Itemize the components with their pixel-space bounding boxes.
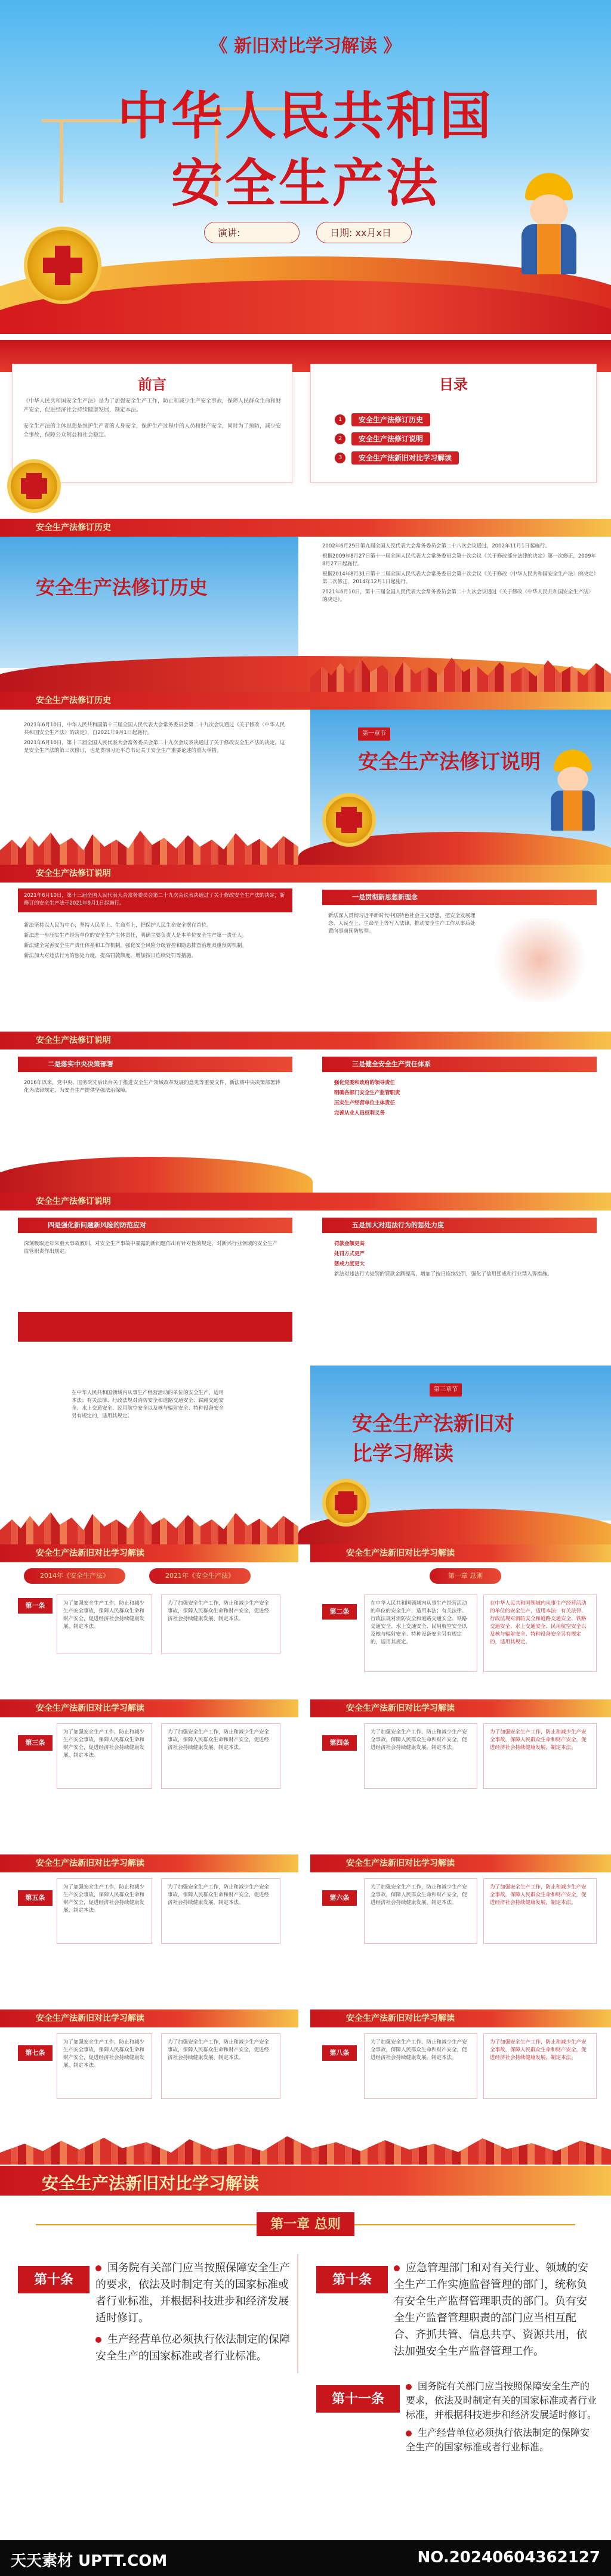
list-item: 罚款金额更高 xyxy=(334,1241,365,1247)
sec3-list xyxy=(334,1079,585,1120)
old-article-text: 为了加强安全生产工作，防止和减少生产安全事故，保障人民群众生命和财产安全，促进经济社会持续健康发展，制定本法。 xyxy=(364,1723,477,1789)
article-tag: 第三条 xyxy=(18,1735,53,1751)
toc-card xyxy=(310,364,597,483)
final-chapter-chip: 第一章 总则 xyxy=(257,2212,354,2236)
section-band: 安全生产法修订说明 xyxy=(0,1193,611,1210)
sec2-text: 2016年以来，党中央、国务院先后出台关于推进安全生产领域改革发展的意见等重要文件，新法将中央决策部署转化为法律规定，为安全生产提供坚强法治保障。 xyxy=(24,1080,280,1094)
revision-points-slide-3 xyxy=(0,1193,611,1366)
compare-title-line2: 比学习解读 xyxy=(352,1442,453,1466)
article-tag: 第五条 xyxy=(18,1890,53,1906)
sec5-text: 新法对违法行为处罚的罚款金额提高，增加了按日连续处罚，强化了信用惩戒和行业禁入等措施。 xyxy=(334,1271,553,1277)
timeline-entry: 2021年6月10日，第十三届全国人民代表大会常务委员会第二十九次会议通过《关于修改〈中华人民共和国安全生产法〉的决定》。 xyxy=(322,589,594,603)
watermark-id: NO.20240604362127 xyxy=(417,2549,600,2566)
compare-intro: 在中华人民共和国领域内从事生产经营活动的单位的安全生产，适用本法；有关法律、行政法规对消防安全和道路交通安全、铁路交通安全、水上交通安全、民用航空安全以及核与辐射安全、特种设备安全另有规定的，适用其规定。 xyxy=(72,1390,224,1419)
old-article-text: 为了加强安全生产工作，防止和减少生产安全事故，保障人民群众生命和财产安全，促进经济社会持续健康发展，制定本法。 xyxy=(57,2033,152,2099)
new-article-text: 为了加强安全生产工作，防止和减少生产安全事故，保障人民群众生命和财产安全，促进经济社会持续健康发展，制定本法。 xyxy=(483,1878,597,1944)
new-version-label: 2021年《安全生产法》 xyxy=(149,1568,251,1584)
new-article-text: 为了加强安全生产工作，防止和减少生产安全事故，保障人民群众生命和财产安全，促进经济社会持续健康发展，制定本法。 xyxy=(161,1594,280,1654)
article-tag: 第七条 xyxy=(18,2045,53,2061)
new-article-text: 为了加强安全生产工作，防止和减少生产安全事故，保障人民群众生命和财产安全，促进经济社会持续健康发展，制定本法。 xyxy=(161,1878,280,1944)
sec5-list xyxy=(334,1240,585,1281)
preface-text-1: 《中华人民共和国安全生产法》是为了加强安全生产工作，防止和减少生产安全事故，保障人民群众生命和财产安全，促进经济社会持续健康发展，制定本法。 xyxy=(23,398,282,413)
section-band: 安全生产法新旧对比学习解读 xyxy=(0,2010,298,2027)
final-article-tag: 第十条 xyxy=(316,2266,388,2293)
watermark-footer xyxy=(0,2540,611,2576)
lead-banner: 2021年6月10日，第十三届全国人民代表大会常务委员会第二十九次会议表决通过了关于修改安全生产法的决定，新修订的安全生产法于2021年9月1日起施行。 xyxy=(18,888,292,912)
old-article-text: 为了加强安全生产工作，防止和减少生产安全事故，保障人民群众生命和财产安全，促进经济社会持续健康发展，制定本法。 xyxy=(57,1594,152,1654)
old-article-text: 为了加强安全生产工作，防止和减少生产安全事故，保障人民群众生命和财产安全，促进经济社会持续健康发展，制定本法。 xyxy=(57,1723,152,1789)
preface-card xyxy=(12,364,292,483)
old-version-label: 2014年《安全生产法》 xyxy=(24,1568,125,1584)
section-band: 安全生产法修订说明 xyxy=(0,865,611,883)
compare-title-line1: 安全生产法新旧对 xyxy=(352,1412,514,1436)
list-item: 惩戒力度更大 xyxy=(334,1261,365,1267)
article-tag: 第二条 xyxy=(322,1604,357,1620)
worker-mascot-icon xyxy=(513,173,585,274)
section-band: 安全生产法修订说明 xyxy=(0,1032,611,1049)
revision-history-detail xyxy=(24,722,286,757)
new-article-text: 为了加强安全生产工作，防止和减少生产安全事故，保障人民群众生命和财产安全，促进经济社会持续健康发展，制定本法。 xyxy=(483,2033,597,2099)
revision-history-timeline xyxy=(322,543,597,606)
section-band: 安全生产法新旧对比学习解读 xyxy=(310,2010,611,2027)
new-article-text: 为了加强安全生产工作，防止和减少生产安全事故，保障人民群众生命和财产安全，促进经济社会持续健康发展，制定本法。 xyxy=(161,2033,280,2099)
article-tag: 第一条 xyxy=(18,1598,53,1614)
safety-cross-emblem-icon xyxy=(322,1479,370,1527)
safety-cross-emblem-icon xyxy=(7,459,61,513)
preface-toc-slide xyxy=(0,340,611,519)
final-article-tag: 第十条 xyxy=(18,2266,90,2293)
timeline-entry: 根据2009年8月27日第十一届全国人民代表大会常务委员会第十次会议《关于修改部分法律的决定》第一次修正，2009年8月27日起施行。 xyxy=(322,553,596,567)
bullet: 新法坚持以人民为中心，坚持人民至上、生命至上，把保护人民生命安全摆在首位。 xyxy=(24,922,212,928)
article-tag: 第四条 xyxy=(322,1735,357,1751)
bullet: 新法进一步压实生产经营单位的安全生产主体责任，明确主要负责人是本单位安全生产第一责任人。 xyxy=(24,933,248,939)
timeline-entry: 2002年6月29日第九届全国人民代表大会常务委员会第二十八次会议通过，2002年11月1日起施行。 xyxy=(322,543,550,549)
paper-cut-art-icon xyxy=(489,918,591,1002)
sec4-title: 四是强化新问题新风险的防范应对 xyxy=(18,1218,292,1233)
toc-item-3[interactable]: 3 安全生产法新旧对比学习解读 xyxy=(335,450,459,466)
detail-paragraph: 2021年6月10日，中华人民共和国第十三届全国人民代表大会常务委员会第二十九次会议通过《关于修改〈中华人民共和国安全生产法〉的决定》，自2021年9月1日起施行。 xyxy=(24,722,285,736)
sec1-title: 一是贯彻新思想新理念 xyxy=(322,890,597,905)
revision-note-title: 安全生产法修订说明 xyxy=(358,750,541,774)
sec2-title: 二是落实中央决策部署 xyxy=(18,1057,292,1072)
preface-title: 前言 xyxy=(138,376,166,393)
sec1-text: 新法深入贯彻习近平新时代中国特色社会主义思想，把安全发展理念、人民至上、生命至上等写入法律，推动安全生产工作从事后处置向事前预防转型。 xyxy=(328,913,476,934)
compare-slides xyxy=(0,1544,611,2165)
new-article-text: 为了加强安全生产工作，防止和减少生产安全事故，保障人民群众生命和财产安全，促进经济社会持续健康发展，制定本法。 xyxy=(483,1723,597,1789)
sec4-text: 深刻吸取近年来重大事故教训，对安全生产事故中暴露的新问题作出有针对性的规定，对新兴行业领域的安全生产监管职责作出规定。 xyxy=(24,1241,278,1255)
safety-cross-emblem-icon xyxy=(322,793,376,847)
revision-history-title: 安全生产法修订历史 xyxy=(36,576,208,599)
section-band: 安全生产法修订历史 xyxy=(0,519,611,537)
old-article-text: 为了加强安全生产工作，防止和减少生产安全事故，保障人民群众生命和财产安全，促进经济社会持续健康发展，制定本法。 xyxy=(364,1878,477,1944)
final-band-title: 安全生产法新旧对比学习解读 xyxy=(42,2174,260,2193)
section-band: 安全生产法新旧对比学习解读 xyxy=(0,1854,298,1872)
section-band: 安全生产法新旧对比学习解读 xyxy=(0,1699,298,1717)
sec5-title: 五是加大对违法行为的惩处力度 xyxy=(322,1218,597,1233)
list-item: 明确各部门安全生产监管职责 xyxy=(334,1090,400,1096)
list-item: 强化党委和政府的领导责任 xyxy=(334,1080,396,1086)
article-tag: 第八条 xyxy=(322,2045,357,2061)
chapter-chip: 第一章节 xyxy=(358,727,390,741)
revision-note-slide xyxy=(0,692,611,865)
old-article-text: 为了加强安全生产工作，防止和减少生产安全事故，保障人民群众生命和财产安全，促进经济社会持续健康发展，制定本法。 xyxy=(57,1878,152,1944)
section-band: 安全生产法新旧对比学习解读 xyxy=(310,1854,611,1872)
final-right-bullets-2: 国务院有关部门应当按照保障安全生产的要求，依法及时制定有关的国家标准或者行业标准，并根据科技进步和经济发展适时修订。 生产经营单位必须执行依法制定的保障安全生产的国家标准或者行业标准。 xyxy=(406,2380,597,2453)
list-item: 压实生产经营单位主体责任 xyxy=(334,1100,396,1106)
new-article-text: 为了加强安全生产工作，防止和减少生产安全事故，保障人民群众生命和财产安全，促进经济社会持续健康发展，制定本法。 xyxy=(161,1723,280,1789)
list-item: 处罚方式更严 xyxy=(334,1251,365,1257)
list-item: 完善从业人员权利义务 xyxy=(334,1110,385,1116)
cover-title-line2: 安全生产法 xyxy=(171,153,440,213)
sec3-title: 三是健全安全生产责任体系 xyxy=(322,1057,597,1072)
compare-title-slide xyxy=(0,1366,611,1544)
final-band xyxy=(0,2166,611,2196)
chapter-chip: 第三章节 xyxy=(430,1383,462,1397)
toc-item-2[interactable]: 2 安全生产法修订说明 xyxy=(335,431,430,447)
article-text: 在中华人民共和国领域内从事生产经营活动的单位的安全生产，适用本法；有关法律、行政法规对消防安全和道路交通安全、铁路交通安全、水上交通安全、民用航空安全以及核与辐射安全、特种设备安全另有规定的，适用其规定。 xyxy=(364,1594,477,1672)
bullet: 新法加大对违法行为的惩处力度，提高罚款额度，增加按日连续处罚等措施。 xyxy=(24,953,197,959)
watermark-site: 天天素材 UPTT.COM xyxy=(11,2552,168,2570)
revision-points-slide xyxy=(0,865,611,1032)
final-left-bullets: 国务院有关部门应当按照保障安全生产的要求，依法及时制定有关的国家标准或者行业标准，并根据科技进步和经济发展适时修订。 生产经营单位必须执行依法制定的保障安全生产的国家标准或者行业标准。 xyxy=(95,2262,290,2363)
toc-title: 目录 xyxy=(439,376,468,393)
final-right-bullets-1: 应急管理部门和对有关行业、领域的安全生产工作实施监督管理的部门，统称负有安全生产监督管理职责的部门。负有安全生产监督管理职责的部门应当相互配合、齐抓共管、信息共享、资源共用，依法加强安全生产监督管理工作。 xyxy=(394,2262,588,2358)
timeline-entry: 根据2014年8月31日第十二届全国人民代表大会常务委员会第十次会议《关于修改〈中华人民共和国安全生产法〉的决定》第二次修正，2014年12月1日起施行。 xyxy=(322,571,596,585)
cover-title-line1: 中华人民共和国 xyxy=(118,86,493,146)
presenter-field: 演讲: xyxy=(204,222,300,243)
section-band: 安全生产法修订历史 xyxy=(0,692,611,710)
preface-text-2: 安全生产法的主体思想是维护生产者的人身安全，保护生产过程中的人员和财产安全，同时为了预防，减少安全事故，保障公众利益和社会稳定。 xyxy=(23,423,282,438)
date-field: 日期: xx月x日 xyxy=(316,222,412,243)
old-article-text: 为了加强安全生产工作，防止和减少生产安全事故，保障人民群众生命和财产安全，促进经济社会持续健康发展，制定本法。 xyxy=(364,2033,477,2099)
safety-cross-emblem-icon xyxy=(24,227,101,304)
chapter-label: 第一章 总则 xyxy=(430,1568,501,1584)
article-tag: 第六条 xyxy=(322,1890,357,1906)
revision-bullets xyxy=(24,922,286,962)
section-band: 安全生产法新旧对比学习解读 xyxy=(0,1544,298,1562)
revision-history-slide xyxy=(0,519,611,692)
revision-points-slide-2 xyxy=(0,1032,611,1193)
detail-paragraph: 2021年6月10日，第十三届全国人民代表大会常务委员会第二十九次会议表决通过了关于修改安全生产法的决定，这是安全生产法的第三次修订，也是贯彻习近平总书记关于安全生产重要论述的重大举措。 xyxy=(24,740,285,754)
toc-item-1[interactable]: 1 安全生产法修订历史 xyxy=(335,412,430,428)
article-text-new: 在中华人民共和国领域内从事生产经营活动的单位的安全生产，适用本法；有关法律、行政法规对消防安全和道路交通安全、铁路交通安全、水上交通安全、民用航空安全以及核与辐射安全、特种设备安全另有规定的，适用其规定。 xyxy=(483,1594,597,1672)
cover-slide xyxy=(0,0,611,334)
worker-mascot-icon xyxy=(544,750,601,831)
section-band: 安全生产法新旧对比学习解读 xyxy=(310,1699,611,1717)
section-band: 安全生产法新旧对比学习解读 xyxy=(310,1544,611,1562)
cover-subtitle: 《 新旧对比学习解读 》 xyxy=(209,36,402,57)
bullet: 新法健全完善安全生产责任体系和工作机制，强化安全风险分级管控和隐患排查治理双重预防机制。 xyxy=(24,943,248,949)
final-article-tag: 第十一条 xyxy=(316,2385,400,2413)
